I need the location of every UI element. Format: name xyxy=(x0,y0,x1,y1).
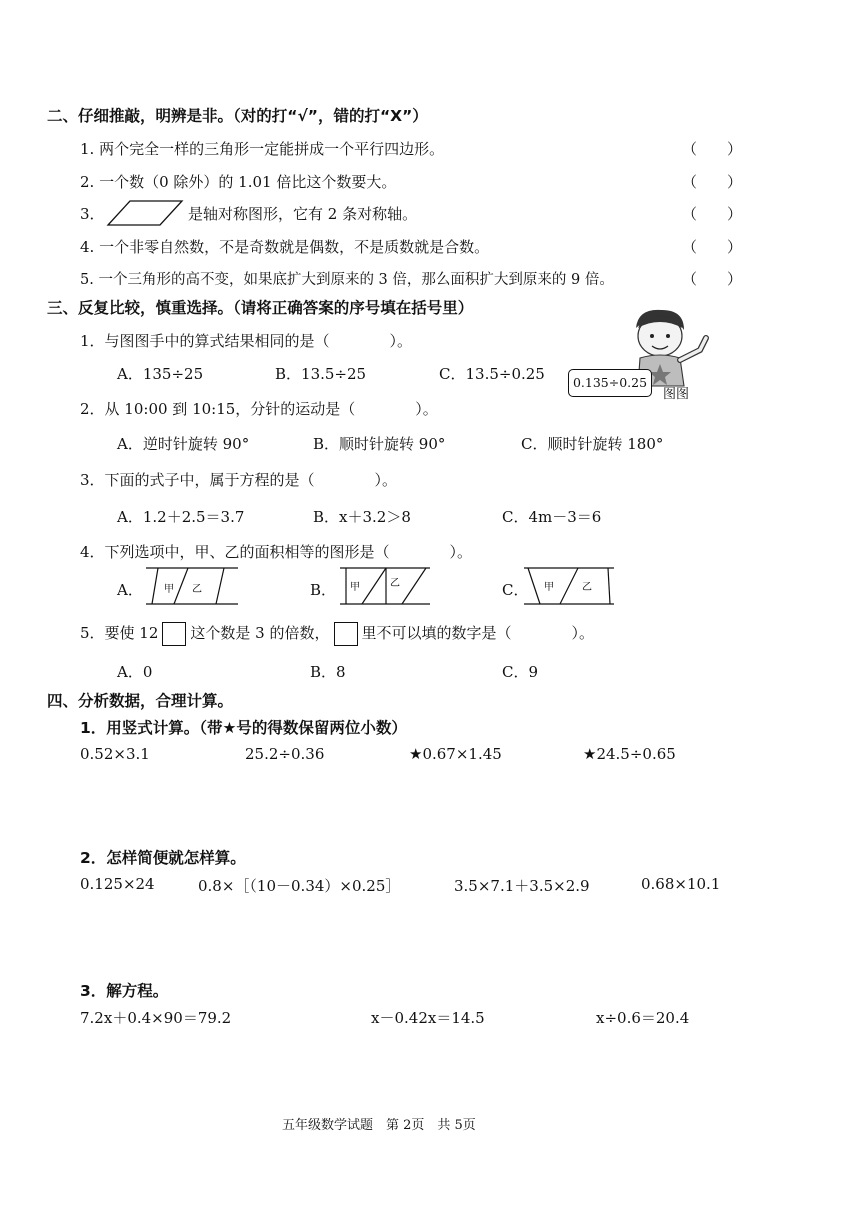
q1-option-a: A．135÷25 xyxy=(117,365,204,383)
part1-title: 1．用竖式计算。（带★号的得数保留两位小数） xyxy=(80,719,407,737)
section3-title: 三、反复比较，慎重选择。（请将正确答案的序号填在括号里） xyxy=(47,299,474,317)
q5-part2: 这个数是 3 的倍数， xyxy=(190,624,330,642)
q3-option-b: B．x＋3.2＞8 xyxy=(313,508,411,526)
jia-label-b: 甲 xyxy=(350,582,360,593)
calc-1: 0.52×3.1 xyxy=(80,745,150,763)
simplify-1: 0.125×24 xyxy=(80,875,155,893)
choice-q2: 2．从 10:00 到 10:15，分针的运动是（ ）。 xyxy=(80,400,438,418)
q5-option-b: B．8 xyxy=(310,663,346,681)
page-footer: 五年级数学试题 第 2页 共 5页 xyxy=(282,1118,476,1133)
calc-4: ★24.5÷0.65 xyxy=(583,745,676,763)
answer-bracket-4: （ ） xyxy=(682,238,743,256)
q3-option-c: C．4m－3＝6 xyxy=(502,508,602,526)
q2-option-b: B．顺时针旋转 90° xyxy=(313,435,446,453)
choice-q3: 3．下面的式子中，属于方程的是（ ）。 xyxy=(80,471,398,489)
q4-option-b-label: B． xyxy=(310,581,337,599)
blank-box-2 xyxy=(334,622,358,646)
q4-figure-b xyxy=(340,564,432,608)
parallelogram-figure xyxy=(104,199,184,227)
simplify-2: 0.8×［（10－0.34）×0.25］ xyxy=(198,877,401,895)
part3-title: 3．解方程。 xyxy=(80,982,169,1000)
judge-item-3-number: 3． xyxy=(80,205,105,223)
judge-item-4: 4. 一个非零自然数，不是奇数就是偶数，不是质数就是合数。 xyxy=(80,238,490,256)
section2-title: 二、仔细推敲，明辨是非。（对的打“√”，错的打“X”） xyxy=(47,107,428,125)
yi-label-b: 乙 xyxy=(390,578,400,589)
equation-1: 7.2x＋0.4×90＝79.2 xyxy=(80,1009,232,1027)
q5-part1: 5．要使 12 xyxy=(80,624,159,642)
choice-q1: 1．与图图手中的算式结果相同的是（ ）。 xyxy=(80,332,413,350)
simplify-4: 0.68×10.1 xyxy=(641,875,721,893)
yi-label-a: 乙 xyxy=(192,584,202,595)
expression-sign: 0.135÷0.25 xyxy=(568,369,652,397)
q4-figure-c xyxy=(524,564,616,608)
q2-option-c: C．顺时针旋转 180° xyxy=(521,435,664,453)
answer-bracket-3: （ ） xyxy=(682,205,743,223)
choice-q4: 4．下列选项中，甲、乙的面积相等的图形是（ ）。 xyxy=(80,543,473,561)
answer-bracket-1: （ ） xyxy=(682,140,743,158)
blank-box-1 xyxy=(162,622,186,646)
q2-option-a: A．逆时针旋转 90° xyxy=(117,435,250,453)
q3-option-a: A．1.2＋2.5＝3.7 xyxy=(117,508,245,526)
calc-3: ★0.67×1.45 xyxy=(409,745,502,763)
judge-item-2: 2. 一个数（0 除外）的 1.01 倍比这个数要大。 xyxy=(80,173,397,191)
q5-part3: 里不可以填的数字是（ ）。 xyxy=(361,624,595,642)
part2-title: 2．怎样简便就怎样算。 xyxy=(80,849,246,867)
equation-3: x÷0.6＝20.4 xyxy=(596,1009,690,1027)
yi-label-c: 乙 xyxy=(582,582,592,593)
q4-figure-a xyxy=(146,564,240,608)
section4-title: 四、分析数据，合理计算。 xyxy=(47,692,234,710)
simplify-3: 3.5×7.1＋3.5×2.9 xyxy=(454,877,590,895)
q4-option-a-label: A． xyxy=(117,581,143,599)
jia-label-a: 甲 xyxy=(164,584,174,595)
q1-option-c: C．13.5÷0.25 xyxy=(439,365,545,383)
q5-option-a: A．0 xyxy=(117,663,153,681)
answer-bracket-5: （ ） xyxy=(682,270,743,288)
judge-item-3: 是轴对称图形，它有 2 条对称轴。 xyxy=(188,205,418,223)
judge-item-1: 1. 两个完全一样的三角形一定能拼成一个平行四边形。 xyxy=(80,140,445,158)
choice-q5 xyxy=(80,622,594,646)
answer-bracket-2: （ ） xyxy=(682,173,743,191)
q1-option-b: B．13.5÷25 xyxy=(275,365,367,383)
q4-option-c-label: C． xyxy=(502,581,529,599)
jia-label-c: 甲 xyxy=(544,582,554,593)
judge-item-5: 5. 一个三角形的高不变，如果底扩大到原来的 3 倍，那么面积扩大到原来的 9 倍。 xyxy=(80,272,614,288)
calc-2: 25.2÷0.36 xyxy=(245,745,325,763)
tutu-caption: 图图 xyxy=(663,387,690,402)
q5-option-c: C．9 xyxy=(502,663,539,681)
equation-2: x－0.42x＝14.5 xyxy=(371,1009,485,1027)
